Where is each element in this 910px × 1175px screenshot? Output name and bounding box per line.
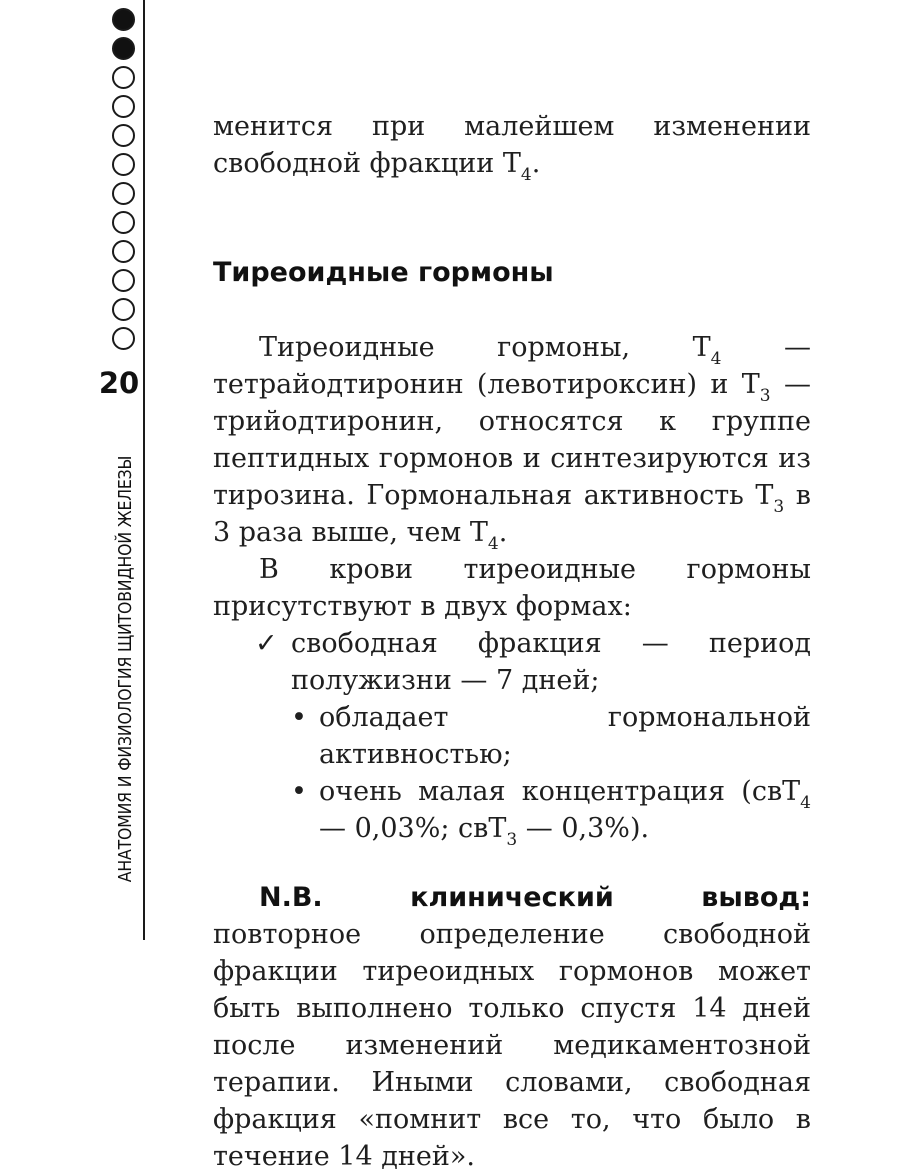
check-item-text: свободная фракция — период полужизни — 7 дней; — [291, 628, 811, 696]
progress-dot-empty — [112, 240, 135, 263]
page-body — [213, 108, 811, 1175]
page-number: 20 — [98, 366, 140, 400]
progress-dot-empty — [112, 327, 135, 350]
bullet-list-item — [213, 699, 811, 773]
progress-dot-filled — [112, 37, 135, 60]
bullet-icon: • — [291, 776, 307, 807]
progress-dot-filled — [112, 8, 135, 31]
paragraph-forms: В крови тиреоидные гормоны присутствуют в двух формах: — [213, 554, 811, 622]
progress-dot-empty — [112, 298, 135, 321]
chapter-progress-dots — [112, 8, 140, 356]
checkmark-icon: ✓ — [255, 628, 278, 659]
paragraph-hormones: Тиреоидные гормоны, $Т_4$ — тетрайодтиронин (левотироксин) и $Т_3$ — трийодтиронин, относятся к группе пептидных гормонов и синтезируются из тирозина. Гормональная активность $Т_3$ в 3 раза выше, чем $Т_4$. — [213, 332, 811, 554]
bullet-item-text: очень малая концентрация (свТ$_4$ — 0,03%; свТ$_3$ — 0,3%). — [319, 776, 811, 850]
bullet-item-text: обладает гормональной активностью; — [319, 702, 811, 770]
bullet-icon: • — [291, 702, 307, 733]
nb-label: N.B. клинический вывод: — [259, 882, 811, 913]
section-heading: Тиреоидные гормоны — [213, 257, 554, 288]
progress-dot-empty — [112, 124, 135, 147]
check-list-item — [213, 625, 811, 699]
running-head-container — [113, 402, 139, 936]
progress-dot-empty — [112, 182, 135, 205]
progress-dot-empty — [112, 95, 135, 118]
progress-dot-empty — [112, 211, 135, 234]
progress-dot-empty — [112, 153, 135, 176]
progress-dot-empty — [112, 269, 135, 292]
progress-dot-empty — [112, 66, 135, 89]
bullet-list-item — [213, 773, 811, 850]
margin-rule — [143, 0, 145, 940]
nb-text: повторное определение свободной фракции тиреоидных гормонов может быть выполнено только спустя 14 дней после изменений медикаментозной терапии. Иными словами, свободная фракция «помнит все то, что было в течение 14 дней». — [213, 919, 811, 1172]
nb-clinical-note — [213, 879, 811, 1175]
continuation-paragraph: менится при малейшем изменении свободной фракции $Т_4$. — [213, 111, 811, 185]
running-head: АНАТОМИЯ И ФИЗИОЛОГИЯ ЩИТОВИДНОЙ ЖЕЛЕЗЫ — [116, 455, 136, 883]
